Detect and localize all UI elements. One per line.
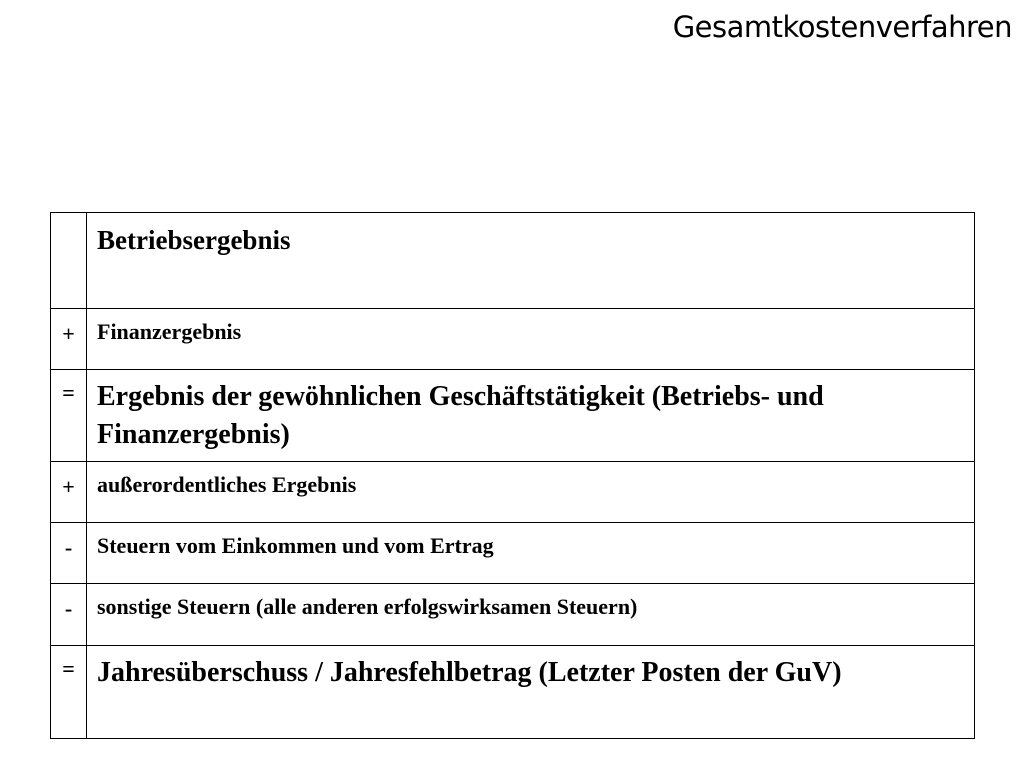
item-label: Betriebsergebnis — [97, 225, 291, 255]
operator-symbol: + — [62, 321, 75, 346]
table-row — [51, 523, 975, 584]
item-cell — [87, 646, 975, 739]
slide-title: Gesamtkostenverfahren — [672, 10, 1012, 44]
item-cell — [87, 584, 975, 646]
item-label: außerordentliches Ergebnis — [97, 472, 357, 497]
item-cell — [87, 370, 975, 462]
operator-cell — [51, 309, 87, 370]
operator-symbol: + — [62, 474, 75, 499]
table-row — [51, 213, 975, 309]
calculation-table — [50, 212, 975, 739]
table-row — [51, 584, 975, 646]
item-cell — [87, 213, 975, 309]
item-cell — [87, 309, 975, 370]
operator-cell — [51, 523, 87, 584]
item-label: Steuern vom Einkommen und vom Ertrag — [97, 533, 494, 558]
table-row — [51, 370, 975, 462]
table-row — [51, 309, 975, 370]
item-cell — [87, 523, 975, 584]
operator-cell — [51, 370, 87, 462]
item-label: sonstige Steuern (alle anderen erfolgswirksamen Steuern) — [97, 594, 638, 619]
operator-symbol: = — [62, 656, 75, 681]
item-label: Jahresüberschuss / Jahresfehlbetrag (Letzter Posten der GuV) — [97, 657, 842, 688]
operator-symbol: = — [62, 380, 75, 405]
operator-cell — [51, 646, 87, 739]
item-label: Finanzergebnis — [97, 319, 242, 344]
item-cell — [87, 462, 975, 523]
operator-symbol: - — [64, 596, 73, 621]
operator-symbol: - — [64, 535, 73, 560]
table-row — [51, 646, 975, 739]
operator-cell — [51, 462, 87, 523]
table-row — [51, 462, 975, 523]
operator-cell — [51, 584, 87, 646]
operator-cell — [51, 213, 87, 309]
item-label: Ergebnis der gewöhnlichen Geschäftstätigkeit (Betriebs- und Finanzergebnis) — [97, 381, 824, 450]
